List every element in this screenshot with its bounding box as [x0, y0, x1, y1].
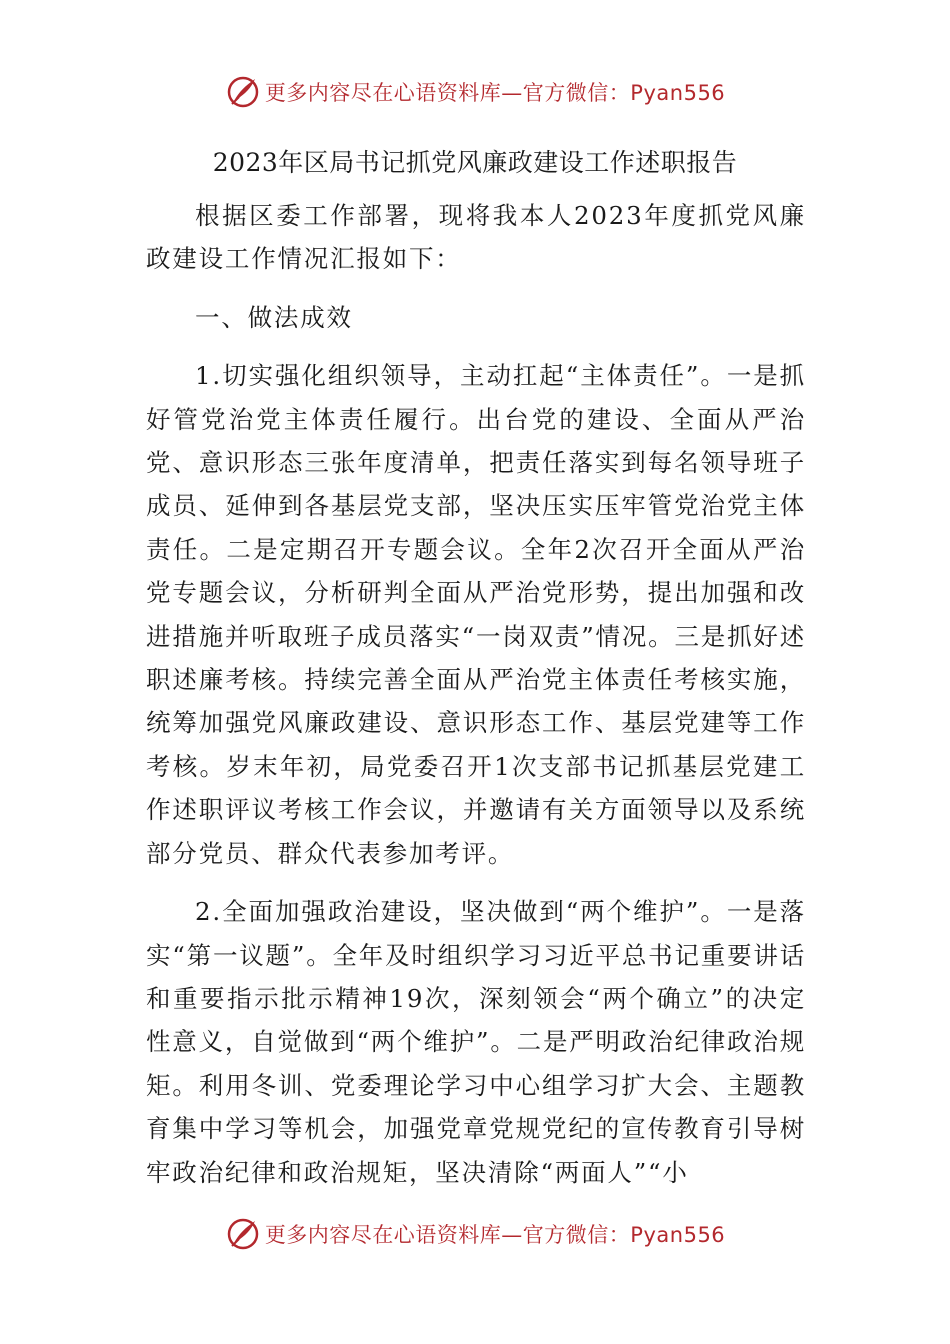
watermark-footer [0, 1214, 950, 1254]
paragraph-intro: 根据区委工作部署，现将我本人2023年度抓党风廉政建设工作情况汇报如下： [146, 201, 806, 274]
document-body [146, 194, 806, 1209]
watermark-text: 更多内容尽在心语资料库—官方微信：Pyan556 [264, 81, 726, 105]
section-heading: 一、做法成效 [195, 302, 353, 332]
quill-logo-icon [225, 74, 261, 110]
quill-logo-icon [225, 1216, 261, 1252]
paragraph-item-1: 1.切实强化组织领导，主动扛起“主体责任”。一是抓好管党治党主体责任履行。出台党的建设、全面从严治党、意识形态三张年度清单，把责任落实到每名领导班子成员、延伸到各基层党支部，坚决压实压牢管党治党主体责任。二是定期召开专题会议。全年2次召开全面从严治党专题会议，分析研判全面从严治党形势，提出加强和改进措施并听取班子成员落实“一岗双责”情况。三是抓好述职述廉考核。持续完善全面从严治党主体责任考核实施，统筹加强党风廉政建设、意识形态工作、基层党建等工作考核。岁末年初，局党委召开1次支部书记抓基层党建工作述职评议考核工作会议，并邀请有关方面领导以及系统部分党员、群众代表参加考评。 [146, 361, 806, 868]
watermark-header [0, 72, 950, 112]
paragraph-item-2: 2.全面加强政治建设，坚决做到“两个维护”。一是落实“第一议题”。全年及时组织学习习近平总书记重要讲话和重要指示批示精神19次，深刻领会“两个确立”的决定性意义，自觉做到“两个维护”。二是严明政治纪律政治规矩。利用冬训、党委理论学习中心组学习扩大会、主题教育集中学习等机会，加强党章党规党纪的宣传教育引导树牢政治纪律和政治规矩，坚决清除“两面人”“小 [146, 897, 806, 1187]
watermark-text: 更多内容尽在心语资料库—官方微信：Pyan556 [264, 1223, 726, 1247]
document-title: 2023年区局书记抓党风廉政建设工作述职报告 [212, 148, 738, 177]
